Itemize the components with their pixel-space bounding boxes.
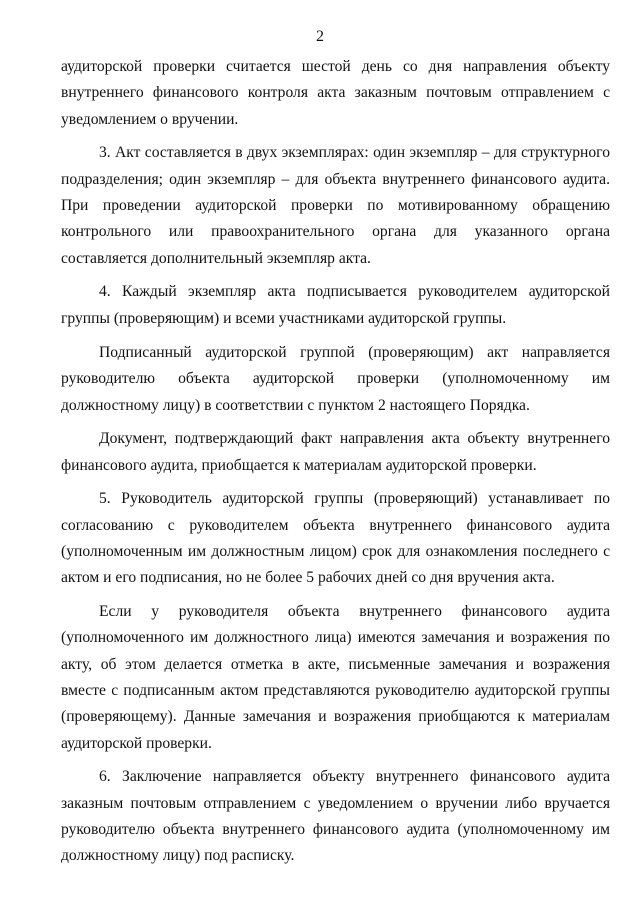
- paragraph-4-document: Документ, подтверждающий факт направления акта объекту внутреннего финансового аудита, приобщается к материалам аудиторской проверки.: [61, 430, 610, 474]
- document-body: [61, 54, 610, 870]
- paragraph-3: 3. Акт составляется в двух экземплярах: один экземпляр – для структурного подразделения; один экземпляр – для объекта внутреннего финансового аудита. При проведении аудиторской проверки по мотивированному обращению контрольного или правоохранительного органа для указанного органа составляется дополнительный экземпляр акта.: [61, 144, 610, 267]
- paragraph-4: 4. Каждый экземпляр акта подписывается руководителем аудиторской группы (проверяющим) и всеми участниками аудиторской группы.: [61, 283, 610, 327]
- paragraph-5: 5. Руководитель аудиторской группы (проверяющий) устанавливает по согласованию с руководителем объекта внутреннего финансового аудита (уполномоченным им должностным лицом) срок для ознакомления последнего с актом и его подписания, но не более 5 рабочих дней со дня вручения акта.: [61, 490, 610, 587]
- page-number: 2: [316, 28, 324, 45]
- paragraph-6: 6. Заключение направляется объекту внутреннего финансового аудита заказным почтовым отправлением с уведомлением о вручении либо вручается руководителю объекта внутреннего финансового аудита (уполномоченному им должностному лицу) под расписку.: [61, 768, 610, 865]
- paragraph-continuation: аудиторской проверки считается шестой день со дня направления объекту внутреннего финансового контроля акта заказным почтовым отправлением с уведомлением о вручении.: [61, 58, 610, 128]
- paragraph-5-objections: Если у руководителя объекта внутреннего финансового аудита (уполномоченного им должностного лица) имеются замечания и возражения по акту, об этом делается отметка в акте, письменные замечания и возражения вместе с подписанным актом представляются руководителю аудиторской группы (проверяющему). Данные замечания и возражения приобщаются к материалам аудиторской проверки.: [61, 602, 610, 752]
- paragraph-4-signed-act: Подписанный аудиторской группой (проверяющим) акт направляется руководителю объекта аудиторской проверки (уполномоченному им должностному лицу) в соответствии с пунктом 2 настоящего Порядка.: [61, 344, 610, 414]
